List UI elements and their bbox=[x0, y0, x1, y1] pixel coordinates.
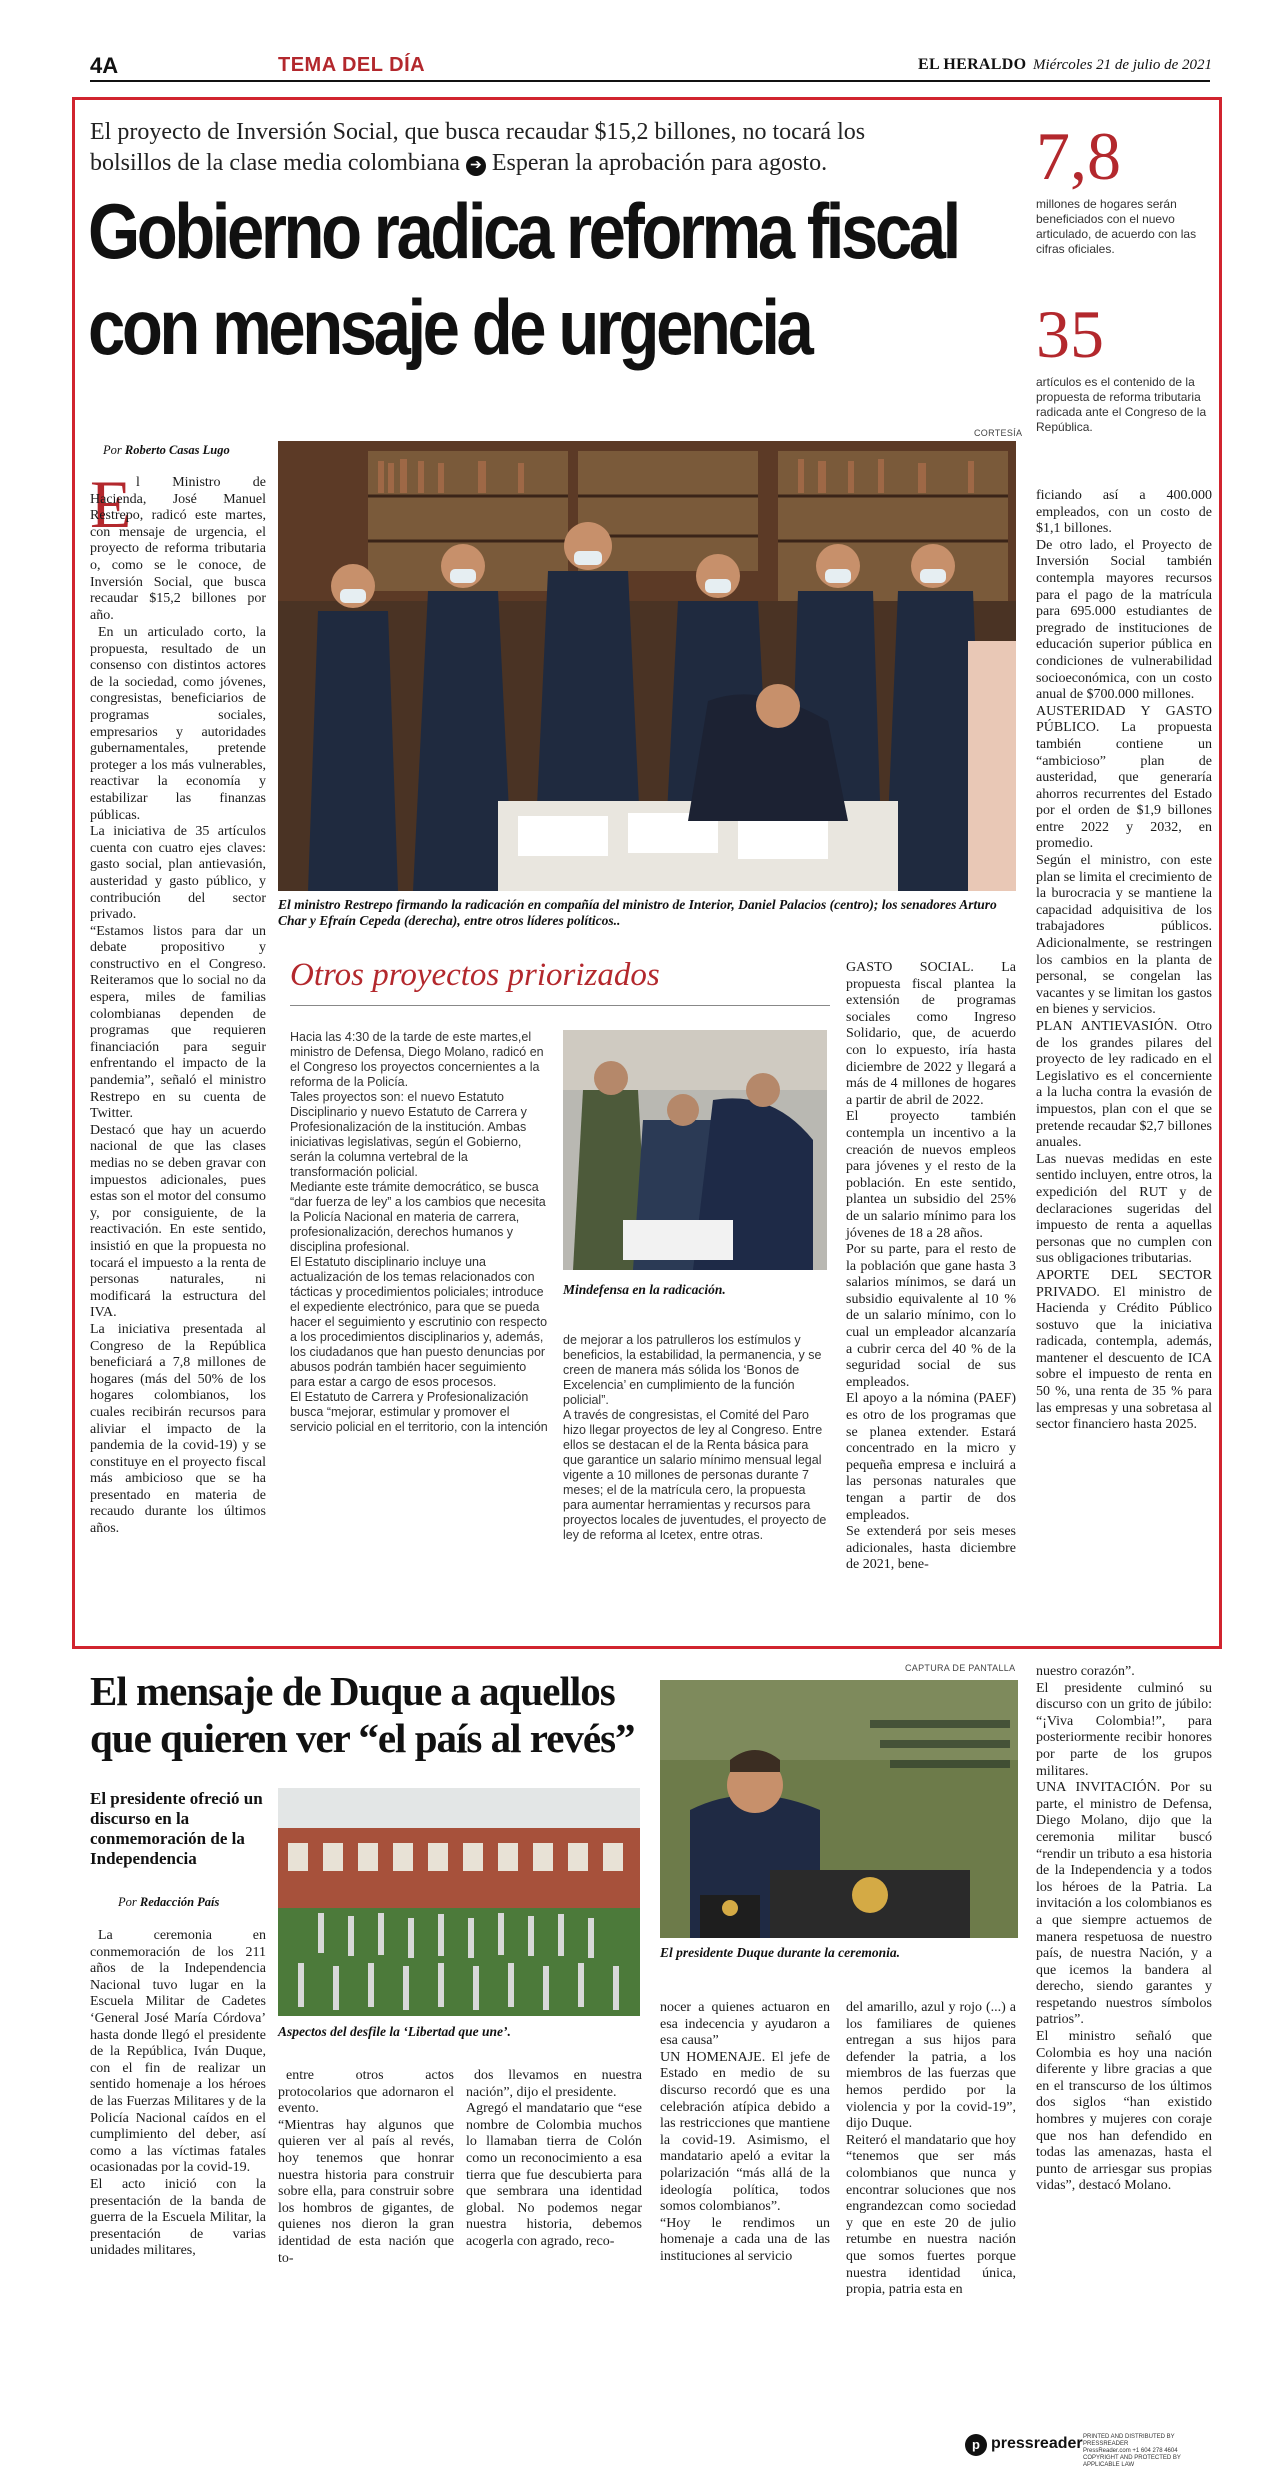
headline-line: El mensaje de Duque a aquellos bbox=[90, 1668, 615, 1714]
issue-date: Miércoles 21 de julio de 2021 bbox=[1033, 57, 1212, 73]
photo-illustration bbox=[278, 441, 1016, 891]
duque-photo bbox=[660, 1680, 1018, 1938]
headline-line: con mensaje de urgencia bbox=[88, 283, 811, 371]
story2-headline bbox=[90, 1668, 650, 1762]
story1-col1-body: En un articulado corto, la propuesta, resultado de un consenso con distintos actores de la sociedad, como jóvenes, congresistas, beneficiarios de programas sociales, empresarios y autoridades gubernamentales, pretende proteger a los más vulnerables, reactivar la economía y estabilizar las finanzas públicas. La iniciativa de 35 artículos cuenta con cuatro ejes claves: gasto social, plan antievasión, austeridad y gasto público, y contribución del sector privado. “Estamos listos para dar un debate propositivo y constructivo en el Congreso. Reiteramos que lo social no da espera, miles de familias colombianas dependen de programas que requieren financiación para seguir enfrentando el impacto de la pandemia”, señaló el ministro Restrepo en su cuenta de Twitter. Destacó que hay un acuerdo nacional de que las clases medias no se deben gravar con impuestos adicionales, pues estas son el motor del consumo y, por consiguiente, de la reactivación. En este sentido, insistió en que la propuesta no tocará el impuesto a la renta de personas naturales, ni modificará la estructura del IVA. La iniciativa presentada al Congreso de la República beneficiará a 7,8 millones de hogares (más del 50% de los hogares colombianos, los cuales recibirán recursos para aliviar el impacto de la pandemia de la covid-19) y se constituye en el proyecto fiscal más ambicioso que se ha presentado en materia de recaudo durante los últimos años. bbox=[90, 625, 266, 1537]
parade-photo bbox=[278, 1788, 640, 2016]
stat-number: 7,8 bbox=[1036, 118, 1121, 194]
pressreader-logo-icon: p bbox=[965, 2434, 987, 2456]
page-header bbox=[0, 0, 1280, 80]
byline: Por Roberto Casas Lugo bbox=[103, 443, 230, 457]
box-photo-illustration bbox=[563, 1030, 827, 1270]
headline-line: Gobierno radica reforma fiscal bbox=[88, 187, 958, 275]
box-title-rule bbox=[290, 1005, 830, 1006]
pressreader-brand[interactable]: pressreader bbox=[991, 2435, 1083, 2452]
stat-text: artículos es el contenido de la propuesta de reforma tributaria radicada ante el Congreso de la República. bbox=[1036, 375, 1207, 434]
stat-number: 35 bbox=[1036, 296, 1104, 372]
story1-col-right: ficiando así a 400.000 empleados, con un costo de $1,1 billones. De otro lado, el Proyecto de Inversión Social también contempla mayores recursos para el pago de la matrícula para 695.000 estudiantes de pregrado de instituciones de educación superior pública en condiciones de vulnerabilidad socioeconómica, con un costo anual de $700.000 millones. AUSTERIDAD Y GASTO PÚBLICO. La propuesta también contiene un “ambicioso” plan de austeridad, que generaría ahorros recurrentes del Estado por el orden de $1,9 billones entre 2022 y 2032, en promedio. Según el ministro, con este plan se limita el crecimiento de la burocracia y se mantiene la capacidad adquisitiva de los trabajadores públicos. Adicionalmente, se restringen los cambios en la planta de personal, se congelan las vacantes y se limitan los gastos en bienes y servicios. PLAN ANTIEVASIÓN. Otro de los grandes pilares del proyecto de ley radicado en el Legislativo es el concerniente a la lucha contra la evasión de impuestos, plan con el que se pretende recaudar $2,7 billones anuales. Las nuevas medidas en este sentido incluyen, entre otros, la expedición del RUT y de declaraciones sugeridas del impuesto de renta a aquellas personas que no cumplen con sus obligaciones tributarias. APORTE DEL SECTOR PRIVADO. El ministro de Hacienda y Crédito Público sostuvo que la iniciativa radicada, contempla, además, mantener el descuento de ICA sobre el impuesto de renta en 50 %, una renta de 35 % para las empresas y una sobretasa al sector financiero hasta 2025. bbox=[1036, 488, 1212, 1433]
kicker-line: El proyecto de Inversión Social, que busca recaudar $15,2 billones, no tocará los bbox=[90, 119, 866, 145]
story2-col2: entre otros actos protocolarios que adornaron el evento. “Mientras hay algunos que quieren ver al país al revés, hoy tenemos que honrar nuestra historia para construir sobre ella, para construir sobre los hombros de gigantes, de quienes nos dieron la gran identidad de esta nación que to- bbox=[278, 2068, 454, 2266]
duque-photo-caption: El presidente Duque durante la ceremonia. bbox=[660, 1945, 901, 1960]
story1-kicker bbox=[90, 117, 1030, 179]
box-col1: Hacia las 4:30 de la tarde de este martes,el ministro de Defensa, Diego Molano, radicó en el Congreso los proyectos concernientes a la reforma de la Policía. Tales proyectos son: el nuevo Estatuto Disciplinario y nuevo Estatuto de Carrera y Profesionalización de la institución. Ambas iniciativas legislativas, según el Gobierno, serán la columna vertebral de la transformación policial. Mediante este trámite democrático, se busca “dar fuerza de ley” a los cambios que necesita la Policía Nacional en materia de carrera, profesionalización, derechos humanos y disciplina profesional. El Estatuto disciplinario incluye una actualización de los temas relacionados con tácticas y procedimientos policiales; introduce el expediente electrónico, para que se pueda hacer el seguimiento y escrutinio con respecto a los procedimientos disciplinarios y, además, los ciudadanos que han puesto denuncias por abusos podrán también hacer seguimiento para estar a cargo de esos procesos. El Estatuto de Carrera y Profesionalización busca “mejorar, estimular y promover el servicio policial en el territorio, con la intención bbox=[290, 1030, 548, 1434]
paper-name: EL HERALDO bbox=[918, 56, 1027, 73]
section-name: TEMA DEL DÍA bbox=[278, 54, 426, 76]
arrow-circle-icon: ➔ bbox=[466, 156, 486, 176]
footer bbox=[965, 2432, 1215, 2468]
main-photo-caption: El ministro Restrepo firmando la radicación en compañía del ministro de Interior, Daniel Palacios (centro); los senadores Arturo Char y Efraín Cepeda (derecha), entre otros líderes políticos.. bbox=[278, 897, 997, 928]
main-photo bbox=[278, 441, 1016, 891]
headline-line: que quieren ver “el país al revés” bbox=[90, 1715, 635, 1761]
page-number: 4A bbox=[90, 53, 119, 78]
duque-illustration bbox=[660, 1680, 1018, 1938]
parade-photo-caption: Aspectos del desfile la ‘Libertad que une’. bbox=[278, 2024, 511, 2039]
story1-col1-lead: l Ministro de Hacienda, José Manuel Restrepo, radicó este martes, con mensaje de urgencia, el proyecto de reforma tributaria o, como se le conoce, de Inversión Social, que busca recaudar $15,2 billones por año. bbox=[90, 475, 266, 623]
box-photo bbox=[563, 1030, 827, 1270]
box-col2: de mejorar a los patrulleros los estímulos y beneficios, la estabilidad, la permanencia, y se creen de manera más sólida los ‘Bonos de Excelencia’ en cumplimiento de la función policial”. A través de congresistas, el Comité del Paro hizo llegar proyectos de ley al Congreso. Entre ellos se destacan el de la Renta básica para que garantice un salario mínimo mensual legal vigente a 10 millones de personas durante 7 meses; el de la matrícula cero, la propuesta para aumentar herramientas y recursos para proyectos locales de juventudes, el proyecto de ley de reforma al Icetex, entre otras. bbox=[563, 1333, 827, 1542]
stat-text: millones de hogares serán beneficiados con el nuevo articulado, de acuerdo con las cifras oficiales. bbox=[1036, 197, 1197, 256]
box-photo-caption: Mindefensa en la radicación. bbox=[563, 1282, 726, 1297]
kicker-line: bolsillos de la clase media colombiana ➔ Esperan la aprobación para agosto. bbox=[90, 150, 828, 176]
story1-headline bbox=[88, 183, 958, 375]
box-title: Otros proyectos priorizados bbox=[290, 957, 660, 993]
story2-col3: dos llevamos en nuestra nación”, dijo el presidente. Agregó el mandatario que “ese nombre de Colombia muchos lo llamaban tierra de Colón como un reconocimiento a esa tierra que fue descubierta para que sembrara una identidad global. No podemos negar nuestra historia, debemos acogerla con agrado, reco- bbox=[466, 2068, 642, 2249]
story2-col6: nuestro corazón”. El presidente culminó su discurso con un grito de júbilo: “¡Viva Colombia!”, para posteriormente recibir honores por parte de los grupos militares. UNA INVITACIÓN. Por su parte, el ministro de Defensa, Diego Molano, dijo que la ceremonia militar buscó “rendir un tributo a esa historia de la Independencia y a todos los héroes de la Patria. La invitación a los colombianos es a que siempre actuemos de manera respetuosa de nuestro país, de nuestra Nación, y a que icemos la bandera al derecho, siendo garantes y respetando nuestros símbolos patrios”. El ministro señaló que Colombia es hoy una nación diferente y libre gracias a que en el transcurso de los últimos dos siglos “han existido hombres y mujeres con coraje que nos han defendido en todas las amenazas, hasta el punto de arriesgar sus propias vidas”, destacó Molano. bbox=[1036, 1664, 1212, 2194]
photo-credit: CORTESÍA bbox=[974, 428, 1023, 438]
story2-photo-credit: CAPTURA DE PANTALLA bbox=[905, 1663, 1016, 1673]
story2-col1: La ceremonia en conmemoración de los 211 años de la Independencia Nacional tuvo lugar en la Escuela Militar de Cadetes ‘General José María Córdova’ hasta donde llegó el presidente de la República, Iván Duque, con el fin de realizar un sentido homenaje a los héroes de las Fuerzas Militares y de la Policía Nacional caídos en el cumplimiento del deber, así como a las víctimas fatales ocasionadas por la covid-19. El acto inició con la presentación de la banda de guerra de la Escuela Militar, la presentación de varias unidades militares, bbox=[90, 1928, 266, 2259]
story1-col-mid: GASTO SOCIAL. La propuesta fiscal plantea la extensión de programas sociales como Ingreso Solidario, que, de acuerdo con lo expuesto, iría hasta diciembre de 2022 y llegará a más de 4 millones de hogares a partir de abril de 2022. El proyecto también contempla un incentivo a la creación de nuevos empleos para jóvenes y el resto de la población. En este sentido, plantea un subsidio del 25% de un salario mínimo para los jóvenes de 18 a 28 años. Por su parte, para el resto de la población que gane hasta 3 salarios mínimos, se dará un subsidio equivalente al 10 % de un salario mínimo, con lo cual un empleador alcanzaría a cubrir cerca del 40 % de la seguridad social de sus empleados. El apoyo a la nómina (PAEF) es otro de los programas que se planea extender. Estará concentrado en la micro y pequeña empresa e incluirá a las personas naturales que tengan a partir de dos empleados. Se extenderá por seis meses adicionales, hasta diciembre de 2021, bene- bbox=[846, 960, 1016, 1573]
dropcap: E bbox=[90, 466, 132, 542]
parade-illustration bbox=[278, 1788, 640, 2016]
story2-byline: Por Redacción País bbox=[118, 1895, 220, 1909]
header-rule bbox=[90, 80, 1210, 82]
footer-small-print: PRINTED AND DISTRIBUTED BY PRESSREADER PressReader.com +1 604 278 4604 COPYRIGHT AND PROTECTED BY APPLICABLE LAW bbox=[1083, 2434, 1181, 2468]
story2-col5: del amarillo, azul y rojo (...) a los familiares de quienes entregan a sus hijos para defender la patria, a los miembros de las fuerzas que hemos perdido por la violencia y por la covid-19”, dijo Duque. Reiteró el mandatario que hoy “tenemos que ser más colombianos que nunca y encontrar soluciones que nos engrandezcan como sociedad y que en este 20 de julio retumbe en nuestra nación que somos fuertes porque nuestra identidad única, propia, patria esta en bbox=[846, 2000, 1016, 2298]
story2-subhead: El presidente ofreció un discurso en la conmemoración de la Independencia bbox=[90, 1789, 263, 1868]
story2-col4: nocer a quienes actuaron en esa indecencia y ayudaron a esa causa” UN HOMENAJE. El jefe de Estado en medio de su discurso recordó que es una celebración atípica debido a las restricciones que mantiene la covid-19. Asimismo, el mandatario apeló a evitar la polarización “más allá de la ideología política, todos somos colombianos”. “Hoy le rendimos un homenaje a cada una de las instituciones al servicio bbox=[660, 2000, 830, 2264]
